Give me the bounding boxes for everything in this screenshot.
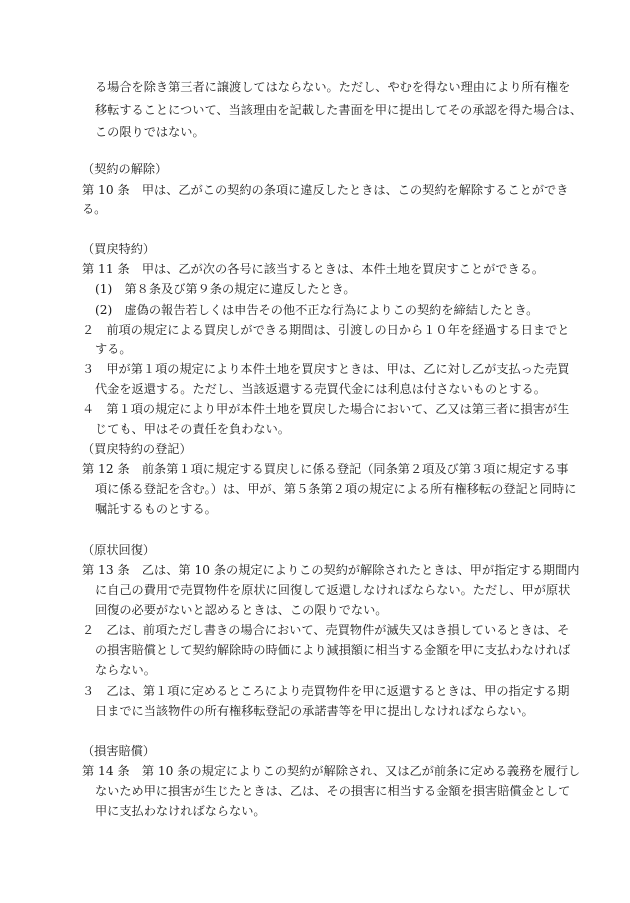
list-item: (1) 第８条及び第９条の規定に違反したとき。	[95, 282, 356, 296]
text-line: ２ 前項の規定による買戻しができる期間は、引渡しの日から１０年を経過する日までと	[82, 323, 570, 337]
text-line: ないため甲に損害が生じたときは、乙は、その損害に相当する金額を損害賠償金として	[95, 784, 571, 798]
text-line: ３ 乙は、第１項に定めるところにより売買物件を甲に返還するときは、甲の指定する期	[82, 684, 570, 698]
text-line: 回復の必要がないと認めるときは、この限りでない。	[95, 603, 388, 617]
section-heading: （損害賠償）	[82, 744, 156, 758]
text-line: る。	[82, 202, 107, 216]
section-heading: （買戻特約）	[82, 242, 156, 256]
section-heading: （契約の解除）	[82, 162, 168, 176]
text-line: する。	[95, 342, 132, 356]
list-item: (2) 虚偽の報告若しくは申告その他不正な行為によりこの契約を締結したとき。	[95, 303, 539, 317]
text-line: 日までに当該物件の所有権移転登記の承諾書等を甲に提出しなければならない。	[95, 704, 534, 718]
text-line: この限りではない。	[95, 125, 205, 139]
text-line: ３ 甲が第１項の規定により本件土地を買戻すときは、甲は、乙に対し乙が支払った売買	[82, 362, 570, 376]
text-line: ２ 乙は、前項ただし書きの場合において、売買物件が滅失又はき損しているときは、そ	[82, 623, 570, 637]
text-line: ４ 第１項の規定により甲が本件土地を買戻した場合において、乙又は第三者に損害が生	[82, 402, 570, 416]
text-line: じても、甲はその責任を負わない。	[95, 422, 290, 436]
text-line: る場合を除き第三者に譲渡してはならない。ただし、やむを得ない理由により所有権を	[95, 80, 571, 94]
text-line: 甲に支払わなければならない。	[95, 804, 266, 818]
text-line: 項に係る登記を含む。）は、甲が、第５条第２項の規定による所有権移転の登記と同時に	[95, 482, 577, 496]
text-line: 嘱託するものとする。	[95, 502, 217, 516]
text-line: ならない。	[95, 663, 156, 677]
text-line: の損害賠償として契約解除時の時価により減損額に相当する金額を甲に支払わなければ	[95, 643, 571, 657]
text-line: 代金を返還する。ただし、当該返還する売買代金には利息は付さないものとする。	[95, 382, 546, 396]
text-line: 第 12 条 前条第１項に規定する買戻しに係る登記（同条第２項及び第３項に規定する事	[82, 462, 569, 476]
text-line: 第 14 条 第 10 条の規定によりこの契約が解除され、又は乙が前条に定める義務を履行し	[82, 764, 581, 778]
section-heading: （原状回復）	[82, 543, 156, 557]
text-line: 第 13 条 乙は、第 10 条の規定によりこの契約が解除されたときは、甲が指定する期間内	[82, 563, 580, 577]
section-heading: （買戻特約の登記）	[82, 442, 192, 456]
text-line: に自己の費用で売買物件を原状に回復して返還しなければならない。ただし、甲が原状	[95, 583, 571, 597]
text-line: 第 10 条 甲は、乙がこの契約の条項に違反したときは、この契約を解除することができ	[82, 183, 569, 197]
text-line: 移転することについて、当該理由を記載した書面を甲に提出してその承認を得た場合は、	[95, 103, 583, 117]
text-line: 第 11 条 甲は、乙が次の各号に該当するときは、本件土地を買戻すことができる。	[82, 262, 545, 276]
